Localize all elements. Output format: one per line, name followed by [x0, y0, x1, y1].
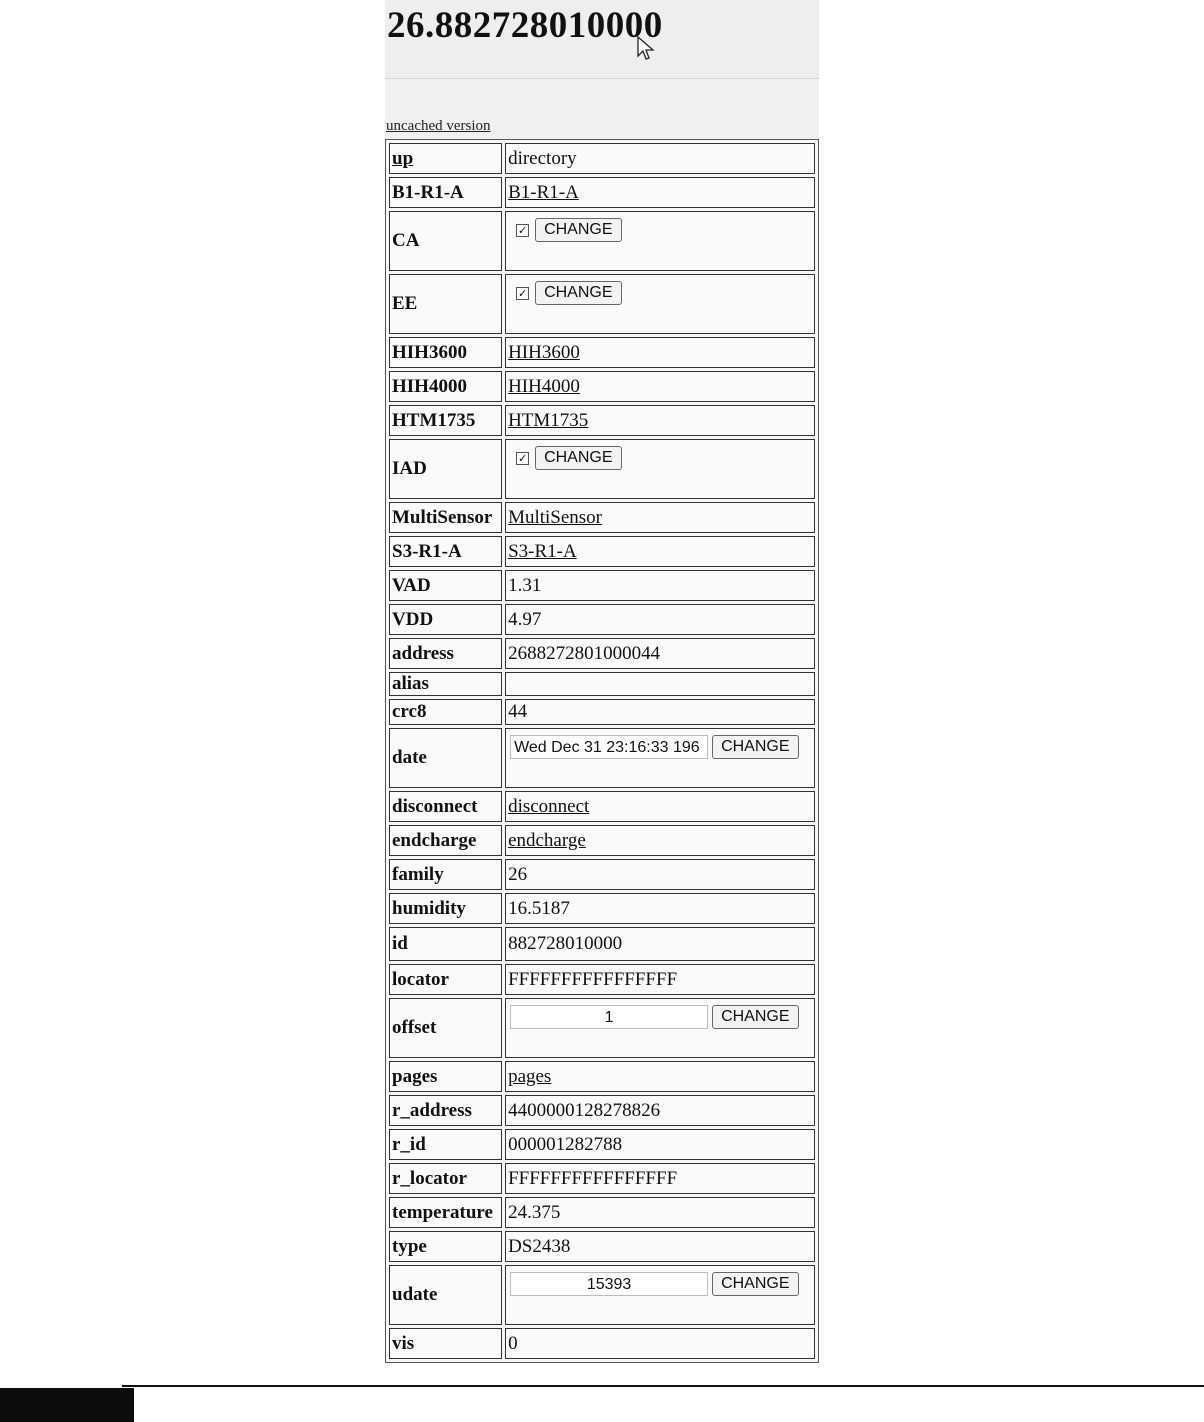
row-value [505, 1265, 815, 1325]
row-key: disconnect [389, 791, 502, 822]
table-row [389, 536, 815, 567]
ca-change-button[interactable]: CHANGE [535, 218, 621, 242]
s3-r1-a-link[interactable]: S3-R1-A [508, 540, 577, 562]
row-key: HIH4000 [389, 371, 502, 402]
row-key: B1-R1-A [389, 177, 502, 208]
row-key: udate [389, 1265, 502, 1325]
row-key: temperature [389, 1197, 502, 1228]
row-value: FFFFFFFFFFFFFFFF [505, 964, 815, 995]
table-row [389, 672, 815, 696]
page-divider [122, 1385, 1204, 1387]
row-value[interactable] [505, 825, 815, 856]
iad-change-button[interactable]: CHANGE [535, 446, 621, 470]
row-value[interactable] [505, 371, 815, 402]
row-value[interactable] [505, 177, 815, 208]
row-key: HIH3600 [389, 337, 502, 368]
row-value [505, 211, 815, 271]
page-title: 26.882728010000 [387, 5, 663, 46]
row-value [505, 439, 815, 499]
row-key: MultiSensor [389, 502, 502, 533]
row-key: address [389, 638, 502, 669]
multisensor-link[interactable]: MultiSensor [508, 506, 603, 528]
row-value: 1.31 [505, 570, 815, 601]
udate-input[interactable]: 15393 [510, 1272, 708, 1296]
row-value: 4.97 [505, 604, 815, 635]
row-key: humidity [389, 893, 502, 924]
table-row [389, 728, 815, 788]
row-value: 2688272801000044 [505, 638, 815, 669]
black-footer-block [0, 1388, 134, 1422]
table-row [389, 337, 815, 368]
row-key: type [389, 1231, 502, 1262]
row-key: r_address [389, 1095, 502, 1126]
table-row [389, 211, 815, 271]
row-key: r_id [389, 1129, 502, 1160]
row-value[interactable] [505, 502, 815, 533]
row-value: 44 [505, 699, 815, 725]
row-key: VAD [389, 570, 502, 601]
property-table [385, 139, 819, 1363]
offset-change-button[interactable]: CHANGE [712, 1005, 798, 1029]
table-row [389, 177, 815, 208]
ee-change-button[interactable]: CHANGE [535, 281, 621, 305]
row-value [505, 274, 815, 334]
date-change-button[interactable]: CHANGE [712, 735, 798, 759]
table-row [389, 964, 815, 995]
htm1735-link[interactable]: HTM1735 [508, 409, 589, 431]
uncached-version-link[interactable]: uncached version [386, 118, 491, 134]
row-key: r_locator [389, 1163, 502, 1194]
row-value [505, 998, 815, 1058]
row-key[interactable] [389, 143, 502, 174]
row-value: 26 [505, 859, 815, 890]
row-key: CA [389, 211, 502, 271]
date-input[interactable]: Wed Dec 31 23:16:33 196 [510, 735, 708, 759]
page-header [385, 0, 819, 79]
row-key: IAD [389, 439, 502, 499]
disconnect-link[interactable]: disconnect [508, 795, 590, 817]
table-row [389, 1328, 815, 1359]
row-key: HTM1735 [389, 405, 502, 436]
row-value[interactable] [505, 791, 815, 822]
row-value: directory [505, 143, 815, 174]
table-row [389, 791, 815, 822]
row-value[interactable] [505, 1061, 815, 1092]
ee-checkbox[interactable]: ✓ [517, 286, 528, 300]
hih3600-link[interactable]: HIH3600 [508, 341, 580, 363]
row-key: alias [389, 672, 502, 696]
udate-change-button[interactable]: CHANGE [712, 1272, 798, 1296]
table-row [389, 893, 815, 924]
row-value[interactable] [505, 337, 815, 368]
row-key: offset [389, 998, 502, 1058]
row-value[interactable] [505, 536, 815, 567]
row-value[interactable] [505, 405, 815, 436]
row-key: vis [389, 1328, 502, 1359]
offset-input[interactable]: 1 [510, 1005, 708, 1029]
table-row [389, 1061, 815, 1092]
row-key: endcharge [389, 825, 502, 856]
row-key: id [389, 927, 502, 961]
b1-r1-a-link[interactable]: B1-R1-A [508, 181, 579, 203]
ca-checkbox[interactable]: ✓ [517, 223, 528, 237]
table-row [389, 274, 815, 334]
pages-link[interactable]: pages [508, 1065, 552, 1087]
table-row [389, 1265, 815, 1325]
table-row [389, 998, 815, 1058]
table-row [389, 604, 815, 635]
row-key: VDD [389, 604, 502, 635]
row-value: DS2438 [505, 1231, 815, 1262]
row-value: 0 [505, 1328, 815, 1359]
table-row [389, 405, 815, 436]
table-row [389, 1163, 815, 1194]
row-value: 16.5187 [505, 893, 815, 924]
hih4000-link[interactable]: HIH4000 [508, 375, 580, 397]
table-row [389, 143, 815, 174]
table-row [389, 638, 815, 669]
table-row [389, 439, 815, 499]
row-value: FFFFFFFFFFFFFFFF [505, 1163, 815, 1194]
table-row [389, 699, 815, 725]
row-value: 4400000128278826 [505, 1095, 815, 1126]
table-row [389, 927, 815, 961]
owfs-page [385, 0, 819, 1362]
table-row [389, 1197, 815, 1228]
table-row [389, 371, 815, 402]
table-row [389, 1095, 815, 1126]
table-row [389, 502, 815, 533]
table-row [389, 825, 815, 856]
row-key: pages [389, 1061, 502, 1092]
row-value: 882728010000 [505, 927, 815, 961]
table-row [389, 1231, 815, 1262]
row-key: EE [389, 274, 502, 334]
row-key: S3-R1-A [389, 536, 502, 567]
table-row [389, 859, 815, 890]
row-value [505, 672, 815, 696]
mouse-pointer-icon [637, 36, 655, 62]
table-row [389, 570, 815, 601]
row-key: date [389, 728, 502, 788]
iad-checkbox[interactable]: ✓ [517, 451, 528, 465]
row-key: family [389, 859, 502, 890]
up-link[interactable]: up [392, 147, 414, 169]
row-value: 24.375 [505, 1197, 815, 1228]
table-row [389, 1129, 815, 1160]
row-key: locator [389, 964, 502, 995]
endcharge-link[interactable]: endcharge [508, 829, 586, 851]
row-value: 000001282788 [505, 1129, 815, 1160]
row-value [505, 728, 815, 788]
row-key: crc8 [389, 699, 502, 725]
